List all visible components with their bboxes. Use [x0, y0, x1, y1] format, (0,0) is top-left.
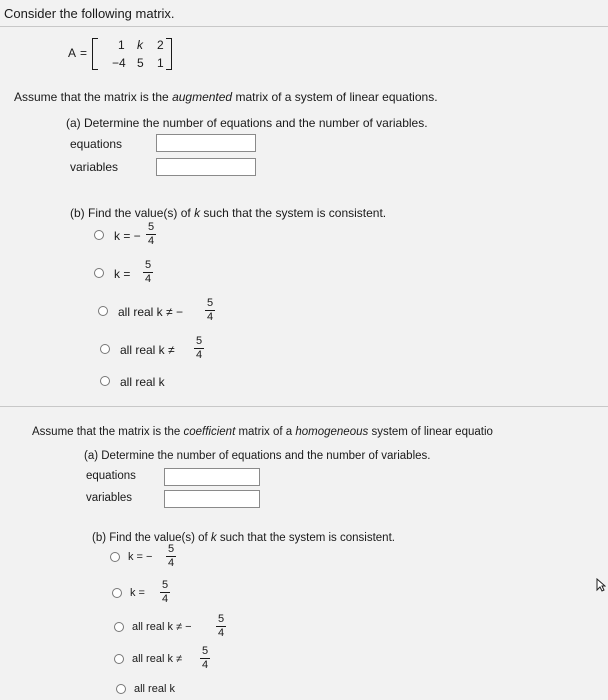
option-text: all real k: [120, 375, 165, 389]
radio-button[interactable]: [110, 552, 120, 562]
radio-button[interactable]: [94, 230, 104, 240]
matrix-cell: 2: [157, 38, 164, 52]
part1-variables-input[interactable]: [156, 158, 256, 176]
part1-equations-label: equations: [70, 137, 123, 151]
matrix-cell: −4: [112, 56, 126, 70]
part2-equations-label: equations: [86, 470, 136, 482]
option-text: all real k ≠ −: [132, 621, 192, 633]
part1-equations-input[interactable]: [156, 134, 256, 152]
option-text: all real k ≠: [132, 653, 183, 665]
fraction: 5 4: [161, 579, 169, 605]
part2-variables-label: variables: [86, 492, 133, 504]
part1-assume: Assume that the matrix is the augmented matrix of a system of linear equations.: [14, 90, 438, 104]
part2-equations-input[interactable]: [164, 468, 260, 486]
option-text: all real k ≠: [120, 343, 175, 357]
fraction: 5 4: [147, 221, 155, 247]
part1-a-label: (a) Determine the number of equations and the number of variables.: [66, 116, 428, 130]
radio-button[interactable]: [112, 588, 122, 598]
matrix-left-bracket: [92, 38, 98, 70]
part2-variables-input[interactable]: [164, 490, 260, 508]
radio-button[interactable]: [116, 684, 126, 694]
option-text: k =: [130, 587, 145, 599]
part2-assume: Assume that the matrix is the coefficient matrix of a homogeneous system of linear equatio: [32, 426, 493, 438]
option-text: all real k ≠ −: [118, 305, 183, 319]
matrix-cell: 5: [137, 56, 144, 70]
fraction: 5 4: [195, 335, 203, 361]
radio-button[interactable]: [94, 268, 104, 278]
fraction: 5 4: [201, 645, 209, 671]
intro-text: Consider the following matrix.: [4, 6, 175, 21]
part1-b-label: (b) Find the value(s) of k such that the system is consistent.: [70, 206, 387, 220]
matrix-equals: =: [80, 46, 88, 60]
option-text: k = −: [128, 551, 153, 563]
radio-button[interactable]: [100, 376, 110, 386]
radio-button[interactable]: [114, 654, 124, 664]
fraction: 5 4: [167, 543, 175, 569]
matrix-cell: k: [137, 38, 143, 52]
radio-button[interactable]: [100, 344, 110, 354]
option-text: k =: [114, 267, 131, 281]
radio-button[interactable]: [98, 306, 108, 316]
part2-a-label: (a) Determine the number of equations and the number of variables.: [84, 450, 431, 462]
matrix-name: A: [68, 46, 77, 60]
radio-button[interactable]: [114, 622, 124, 632]
part2-b-label: (b) Find the value(s) of k such that the system is consistent.: [92, 532, 395, 544]
matrix-cell: 1: [118, 38, 125, 52]
fraction: 5 4: [217, 613, 225, 639]
part1-variables-label: variables: [70, 160, 119, 174]
fraction: 5 4: [144, 259, 152, 285]
mouse-cursor-icon: [596, 578, 606, 592]
divider-top: [0, 26, 608, 27]
divider-middle: [0, 406, 608, 407]
matrix-cell: 1: [157, 56, 164, 70]
option-text: k = −: [114, 229, 141, 243]
fraction: 5 4: [206, 297, 214, 323]
matrix-right-bracket: [166, 38, 172, 70]
option-text: all real k: [134, 683, 175, 695]
